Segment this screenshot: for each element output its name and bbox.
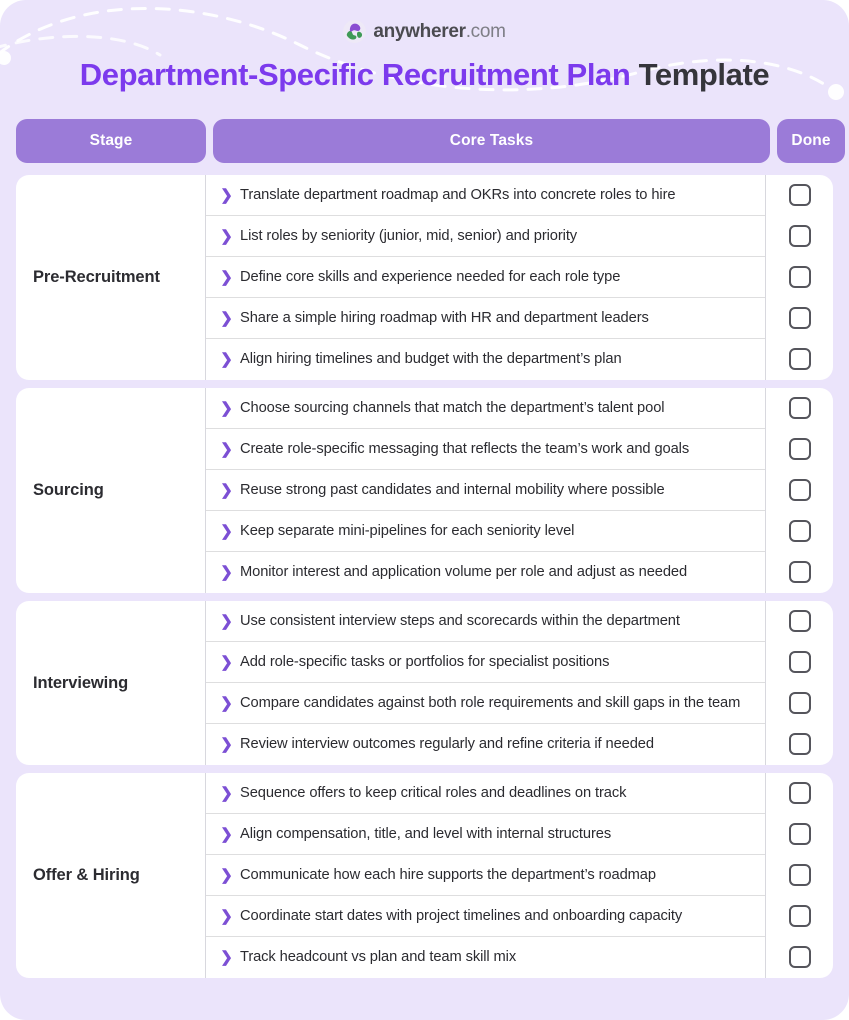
done-cell[interactable] <box>766 429 833 470</box>
done-cell[interactable] <box>766 773 833 814</box>
task-checkbox[interactable] <box>789 479 811 501</box>
task-row <box>206 216 765 257</box>
task-label: Choose sourcing channels that match the department’s talent pool <box>240 399 665 416</box>
task-label: Sequence offers to keep critical roles and deadlines on track <box>240 784 627 801</box>
task-list <box>206 175 765 380</box>
task-checkbox[interactable] <box>789 733 811 755</box>
task-label: Align compensation, title, and level with internal structures <box>240 825 612 842</box>
task-row <box>206 388 765 429</box>
task-label: Reuse strong past candidates and internal mobility where possible <box>240 481 665 498</box>
checklist-sections <box>16 175 833 986</box>
task-list <box>206 388 765 593</box>
task-checkbox[interactable] <box>789 692 811 714</box>
stage-label: Interviewing <box>16 601 206 765</box>
done-cell[interactable] <box>766 937 833 978</box>
done-column <box>765 388 833 593</box>
chevron-right-icon: ❯ <box>220 653 233 671</box>
task-label: Translate department roadmap and OKRs into concrete roles to hire <box>240 186 676 203</box>
task-checkbox[interactable] <box>789 348 811 370</box>
chevron-right-icon: ❯ <box>220 399 233 417</box>
column-header-done: Done <box>777 119 845 163</box>
page-title-highlight: Department-Specific Recruitment Plan <box>79 57 631 92</box>
task-checkbox[interactable] <box>789 184 811 206</box>
task-row <box>206 429 765 470</box>
globe-icon <box>343 20 366 43</box>
done-cell[interactable] <box>766 175 833 216</box>
done-cell[interactable] <box>766 724 833 765</box>
done-cell[interactable] <box>766 216 833 257</box>
task-checkbox[interactable] <box>789 397 811 419</box>
stage-section-card <box>16 773 833 978</box>
chevron-right-icon: ❯ <box>220 268 233 286</box>
task-row <box>206 814 765 855</box>
task-label: Align hiring timelines and budget with the department’s plan <box>240 351 622 367</box>
task-row <box>206 257 765 298</box>
task-row <box>206 552 765 593</box>
done-column <box>765 175 833 380</box>
task-label: Keep separate mini-pipelines for each seniority level <box>240 522 575 539</box>
task-checkbox[interactable] <box>789 946 811 968</box>
chevron-right-icon: ❯ <box>220 440 233 458</box>
done-cell[interactable] <box>766 601 833 642</box>
task-checkbox[interactable] <box>789 438 811 460</box>
done-cell[interactable] <box>766 257 833 298</box>
task-label: Create role-specific messaging that reflects the team’s work and goals <box>240 440 690 457</box>
task-label: Define core skills and experience needed for each role type <box>240 268 621 285</box>
chevron-right-icon: ❯ <box>220 736 233 753</box>
chevron-right-icon: ❯ <box>220 481 233 499</box>
task-row <box>206 855 765 896</box>
done-cell[interactable] <box>766 511 833 552</box>
done-cell[interactable] <box>766 642 833 683</box>
task-list <box>206 601 765 765</box>
task-checkbox[interactable] <box>789 651 811 673</box>
task-label: Communicate how each hire supports the department’s roadmap <box>240 866 656 883</box>
done-cell[interactable] <box>766 814 833 855</box>
task-checkbox[interactable] <box>789 520 811 542</box>
done-cell[interactable] <box>766 683 833 724</box>
task-label: Use consistent interview steps and scorecards within the department <box>240 612 680 629</box>
task-row <box>206 773 765 814</box>
task-row <box>206 642 765 683</box>
chevron-right-icon: ❯ <box>220 351 233 368</box>
task-row <box>206 601 765 642</box>
done-cell[interactable] <box>766 298 833 339</box>
page-title <box>0 55 849 95</box>
task-row <box>206 470 765 511</box>
stage-section-card <box>16 388 833 593</box>
task-checkbox[interactable] <box>789 307 811 329</box>
task-checkbox[interactable] <box>789 266 811 288</box>
stage-section-card <box>16 601 833 765</box>
chevron-right-icon: ❯ <box>220 784 233 802</box>
task-label: Review interview outcomes regularly and refine criteria if needed <box>240 736 654 752</box>
chevron-right-icon: ❯ <box>220 694 233 712</box>
task-label: Monitor interest and application volume per role and adjust as needed <box>240 564 688 580</box>
chevron-right-icon: ❯ <box>220 612 233 630</box>
done-column <box>765 601 833 765</box>
table-header-row <box>16 119 833 163</box>
done-cell[interactable] <box>766 388 833 429</box>
task-row <box>206 724 765 765</box>
task-checkbox[interactable] <box>789 782 811 804</box>
task-row <box>206 175 765 216</box>
chevron-right-icon: ❯ <box>220 522 233 540</box>
stage-label: Offer & Hiring <box>16 773 206 978</box>
task-row <box>206 339 765 380</box>
done-cell[interactable] <box>766 470 833 511</box>
task-checkbox[interactable] <box>789 905 811 927</box>
stage-section-card <box>16 175 833 380</box>
chevron-right-icon: ❯ <box>220 186 233 204</box>
task-label: Share a simple hiring roadmap with HR and department leaders <box>240 309 649 326</box>
stage-label: Sourcing <box>16 388 206 593</box>
stage-label: Pre-Recruitment <box>16 175 206 380</box>
chevron-right-icon: ❯ <box>220 866 233 884</box>
task-row <box>206 683 765 724</box>
done-column <box>765 773 833 978</box>
done-cell[interactable] <box>766 855 833 896</box>
chevron-right-icon: ❯ <box>220 309 233 327</box>
task-row <box>206 511 765 552</box>
task-row <box>206 896 765 937</box>
task-checkbox[interactable] <box>789 561 811 583</box>
done-cell[interactable] <box>766 896 833 937</box>
column-header-core-tasks: Core Tasks <box>213 119 770 163</box>
chevron-right-icon: ❯ <box>220 907 233 925</box>
chevron-right-icon: ❯ <box>220 227 233 245</box>
page-title-plain: Template <box>630 57 770 92</box>
brand-name: anywherer <box>373 20 466 42</box>
brand-wordmark <box>373 22 505 41</box>
chevron-right-icon: ❯ <box>220 949 233 966</box>
task-checkbox[interactable] <box>789 610 811 632</box>
task-label: Add role-specific tasks or portfolios for specialist positions <box>240 653 610 670</box>
task-list <box>206 773 765 978</box>
task-checkbox[interactable] <box>789 823 811 845</box>
brand-logo[interactable] <box>0 16 849 46</box>
task-row <box>206 298 765 339</box>
task-label: Track headcount vs plan and team skill mix <box>240 949 517 965</box>
chevron-right-icon: ❯ <box>220 825 233 843</box>
task-label: Coordinate start dates with project timelines and onboarding capacity <box>240 907 683 924</box>
task-row <box>206 937 765 978</box>
brand-tld: .com <box>465 20 506 42</box>
done-cell[interactable] <box>766 552 833 593</box>
task-checkbox[interactable] <box>789 225 811 247</box>
task-checkbox[interactable] <box>789 864 811 886</box>
task-label: List roles by seniority (junior, mid, senior) and priority <box>240 227 578 244</box>
task-label: Compare candidates against both role requirements and skill gaps in the team <box>240 694 741 711</box>
done-cell[interactable] <box>766 339 833 380</box>
column-header-stage: Stage <box>16 119 206 163</box>
chevron-right-icon: ❯ <box>220 564 233 581</box>
